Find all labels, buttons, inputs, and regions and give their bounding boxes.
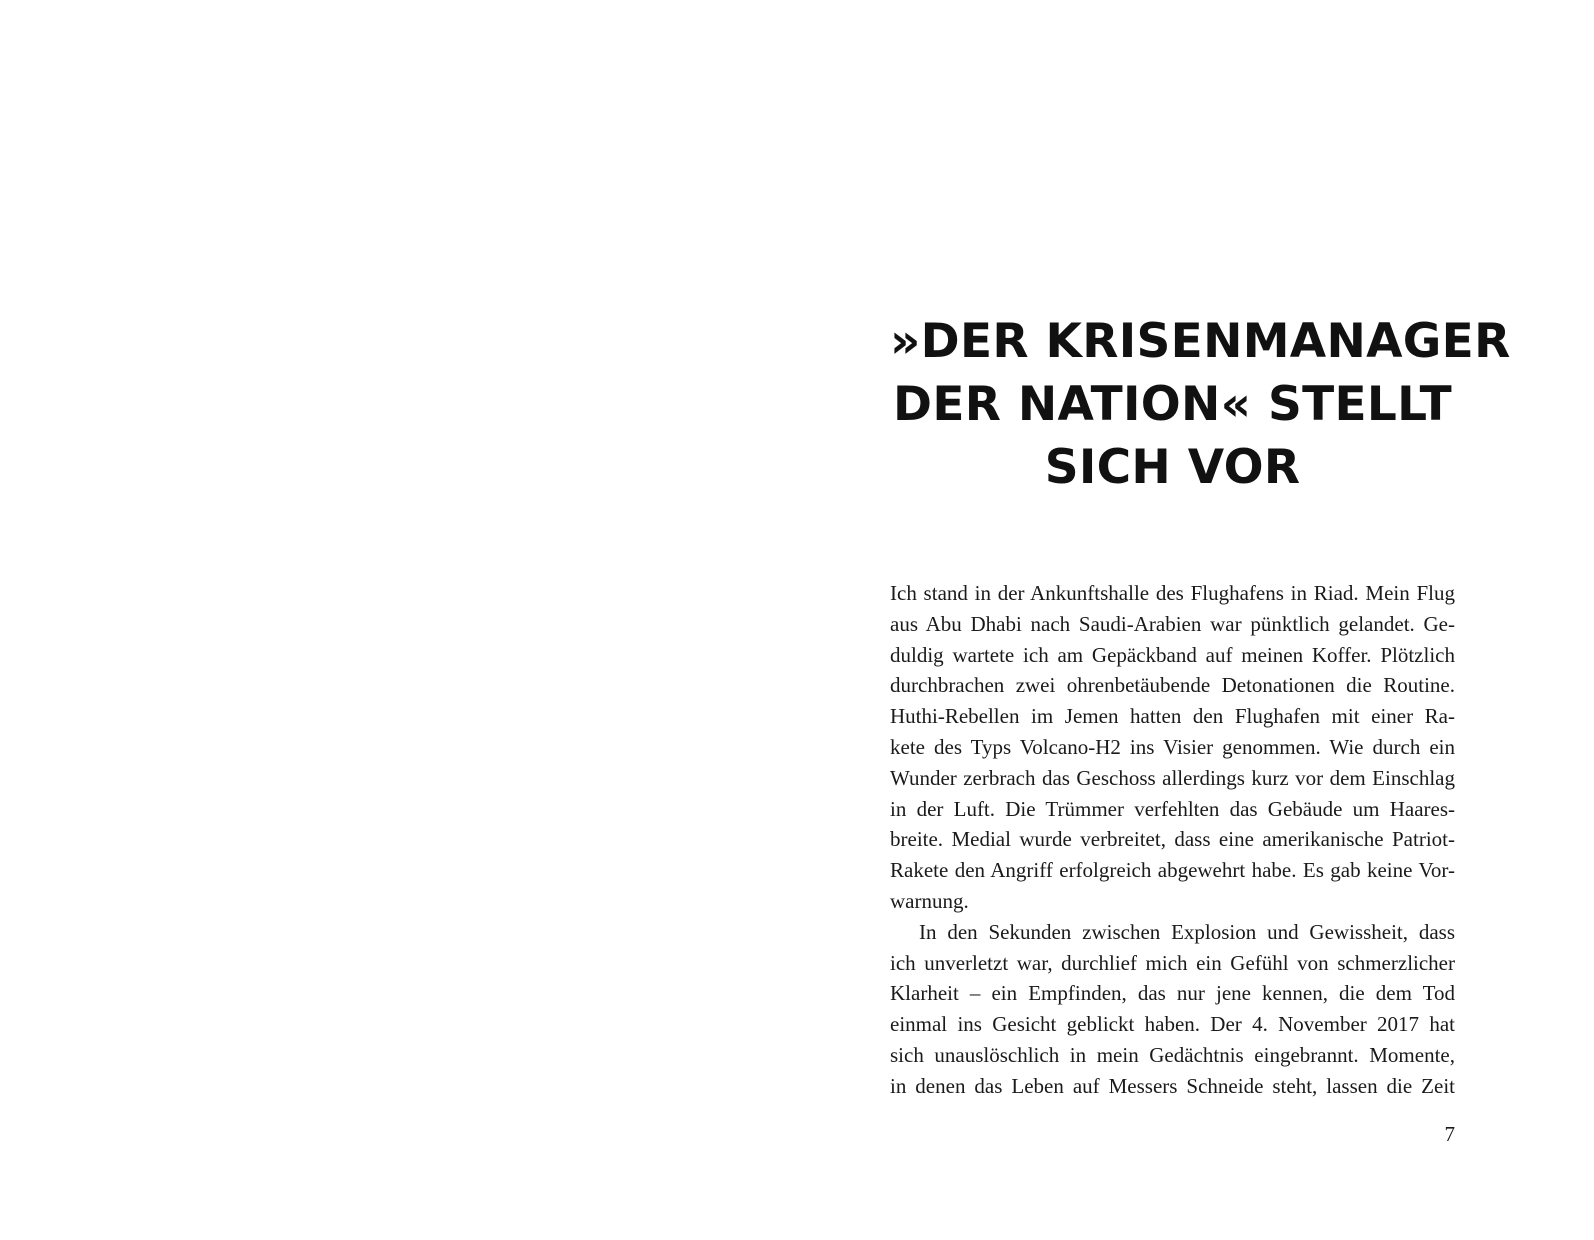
chapter-title (890, 310, 1511, 499)
text-line: sich unauslöschlich in mein Gedächtnis eingebrannt. Momente, (890, 1042, 1455, 1067)
page-number: 7 (1444, 1122, 1455, 1146)
text-line: Rakete den Angriff erfolgreich abgewehrt habe. Es gab keine Vor- (890, 858, 1455, 883)
body-text (890, 578, 1455, 1102)
text-line: einmal ins Gesicht geblickt haben. Der 4. November 2017 hat (890, 1012, 1455, 1037)
text-line: Ich stand in der Ankunftshalle des Flughafens in Riad. Mein Flug (890, 581, 1455, 605)
text-line: breite. Medial wurde verbreitet, dass eine amerikanische Patriot- (890, 827, 1455, 852)
text-line: durchbrachen zwei ohrenbetäubende Detonationen die Routine. (890, 673, 1455, 698)
text-line: Huthi-Rebellen im Jemen hatten den Flughafen mit einer Ra- (890, 704, 1455, 729)
text-line: in denen das Leben auf Messers Schneide steht, lassen die Zeit (890, 1073, 1455, 1098)
text-line: duldig wartete ich am Gepäckband auf meinen Koffer. Plötzlich (890, 642, 1455, 667)
chapter-title-line: »DER KRISENMANAGER (890, 314, 1511, 369)
text-line: kete des Typs Volcano-H2 ins Visier genommen. Wie durch ein (890, 734, 1455, 759)
text-line: in der Luft. Die Trümmer verfehlten das Gebäude um Haares- (890, 796, 1455, 821)
text-line: Klarheit – ein Empfinden, das nur jene kennen, die dem Tod (890, 981, 1455, 1006)
text-line: In den Sekunden zwischen Explosion und Gewissheit, dass (919, 919, 1455, 944)
text-line: Wunder zerbrach das Geschoss allerdings kurz vor dem Einschlag (890, 765, 1455, 790)
text-line: ich unverletzt war, durchlief mich ein Gefühl von schmerzlicher (890, 950, 1455, 975)
text-line: aus Abu Dhabi nach Saudi-Arabien war pünktlich gelandet. Ge- (890, 611, 1455, 636)
chapter-title-line: SICH VOR (1044, 440, 1301, 495)
text-line: warnung. (890, 888, 969, 913)
chapter-title-line: DER NATION« STELLT (893, 377, 1452, 432)
